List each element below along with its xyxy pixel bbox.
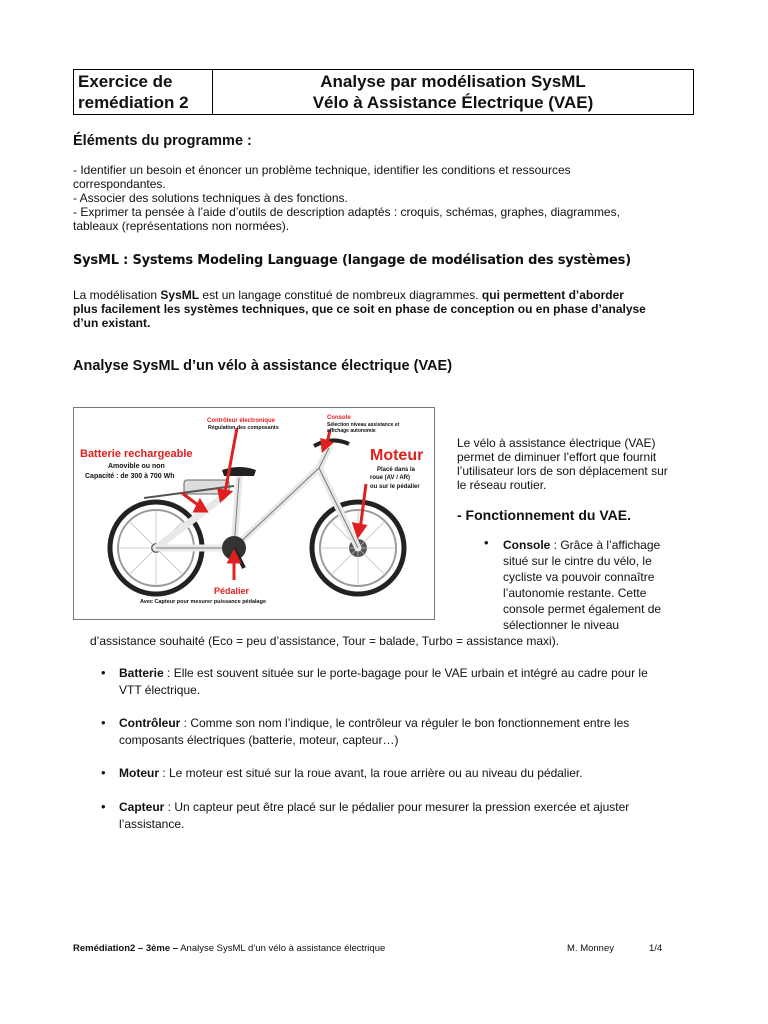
label-controleur-title: Contrôleur électronique: [207, 418, 276, 424]
bullet-dot: •: [101, 715, 106, 730]
console-line: l’autonomie restante. Cette: [503, 586, 647, 600]
bike-illustration: [73, 407, 435, 620]
label-batterie-title: Batterie rechargeable: [80, 448, 193, 460]
label-batterie-sub1: Amovible ou non: [108, 463, 165, 470]
label-moteur-sub3: ou sur le pédalier: [370, 484, 420, 490]
programme-list: [73, 163, 673, 233]
label-pedalier-title: Pédalier: [214, 586, 250, 596]
vae-intro-line: le réseau routier.: [457, 478, 547, 492]
console-line: cycliste va pouvoir connaître: [503, 570, 655, 584]
bullet-text: : Un capteur peut être placé sur le pédalier pour mesurer la pression exercée et ajuster: [164, 800, 630, 814]
bullet-batterie: [119, 665, 694, 699]
vae-intro: [457, 436, 693, 492]
bullet-text: : Comme son nom l’indique, le contrôleur va réguler le bon fonctionnement entre les: [180, 716, 630, 730]
header-left-line1: Exercice de: [78, 72, 173, 91]
header-left-cell: [74, 70, 213, 114]
sysml-bold2-l3: d’un existant.: [73, 316, 151, 330]
sysml-paragraph: [73, 288, 693, 330]
label-moteur-title: Moteur: [370, 447, 424, 464]
footer-left: [73, 943, 385, 954]
footer-page: 1/4: [649, 943, 663, 954]
footer-bold: Remédiation2 – 3ème –: [73, 943, 179, 954]
label-controleur-sub: Régulation des composants: [208, 425, 279, 431]
programme-line: correspondantes.: [73, 177, 166, 191]
fonctionnement-title: - Fonctionnement du VAE.: [457, 507, 631, 523]
sysml-bold2-l2: plus facilement les systèmes techniques, que ce soit en phase de conception ou en phase d’analyse: [73, 302, 646, 316]
programme-line: - Identifier un besoin et énoncer un problème technique, identifier les conditions et ressources: [73, 163, 571, 177]
bullet-label: Contrôleur: [119, 716, 181, 730]
footer-author: M. Monney: [567, 943, 614, 954]
bullet-text: VTT électrique.: [119, 683, 201, 697]
vae-intro-line: Le vélo à assistance électrique (VAE): [457, 436, 656, 450]
bullet-label: Moteur: [119, 766, 159, 780]
header-table: [73, 69, 694, 115]
sysml-bold2-l1: qui permettent d’aborder: [481, 288, 624, 302]
label-moteur-sub2: roue (AV / AR): [370, 475, 410, 481]
console-line: console permet également de: [503, 602, 662, 616]
label-batterie-sub2: Capacité : de 300 à 700 Wh: [85, 473, 175, 480]
programme-line: - Associer des solutions techniques à des fonctions.: [73, 191, 348, 205]
bullet-text: l’assistance.: [119, 817, 185, 831]
bullet-controleur: [119, 715, 694, 749]
header-title-line1: Analyse par modélisation SysML: [320, 72, 586, 91]
footer-text: Analyse SysML d’un vélo à assistance électrique: [178, 943, 386, 954]
analyse-title: Analyse SysML d’un vélo à assistance électrique (VAE): [73, 358, 453, 374]
bullet-dot: •: [101, 665, 106, 680]
bullet-label: Capteur: [119, 800, 165, 814]
bullet-capteur: [119, 799, 694, 833]
console-line: sélectionner le niveau: [503, 618, 620, 632]
console-paragraph: [503, 537, 694, 633]
sysml-intro: La modélisation: [73, 288, 161, 302]
bike-drawing: [74, 408, 434, 619]
bullet-dot: •: [484, 535, 489, 550]
vae-intro-line: l’utilisateur lors de son déplacement sur: [457, 464, 668, 478]
label-pedalier-sub: Avec Capteur pour mesurer puissance pédalage: [140, 599, 267, 605]
bullet-label: Batterie: [119, 666, 164, 680]
sysml-title: SysML : Systems Modeling Language (langage de modélisation des systèmes): [73, 253, 631, 268]
sysml-mid: est un langage constitué de nombreux diagrammes.: [199, 288, 482, 302]
console-line: situé sur le cintre du vélo, le: [503, 554, 652, 568]
header-title-line2: Vélo à Assistance Électrique (VAE): [312, 93, 594, 112]
console-line-continued: d’assistance souhaité (Eco = peu d’assistance, Tour = balade, Turbo = assistance maxi).: [90, 634, 560, 648]
bullet-text: composants électriques (batterie, moteur, capteur…): [119, 733, 399, 747]
bullet-text: : Le moteur est situé sur la roue avant, la roue arrière ou au niveau du pédalier.: [159, 766, 583, 780]
label-console-sub1: Sélection niveau assistance et: [327, 422, 400, 428]
header-left-line2: remédiation 2: [78, 93, 189, 112]
programme-title: Éléments du programme :: [73, 133, 252, 149]
label-console-sub2: affichage autonomie: [327, 428, 376, 434]
bullet-dot: •: [101, 799, 106, 814]
console-label: Console: [503, 538, 551, 552]
programme-line: - Exprimer ta pensée à l’aide d’outils de description adaptés : croquis, schémas, graphes, diagrammes,: [73, 205, 620, 219]
bullet-text: : Elle est souvent située sur le porte-bagage pour le VAE urbain et intégré au cadre pour le: [163, 666, 648, 680]
console-line: : Grâce à l’affichage: [550, 538, 661, 552]
bullet-moteur: [119, 765, 694, 782]
sysml-bold: SysML: [160, 288, 200, 302]
programme-line: tableaux (représentations non normées).: [73, 219, 290, 233]
label-console-title: Console: [327, 415, 351, 421]
label-moteur-sub1: Placé dans la: [377, 467, 416, 473]
header-right-cell: [213, 70, 693, 115]
vae-intro-line: permet de diminuer l’effort que fournit: [457, 450, 657, 464]
bullet-dot: •: [101, 765, 106, 780]
